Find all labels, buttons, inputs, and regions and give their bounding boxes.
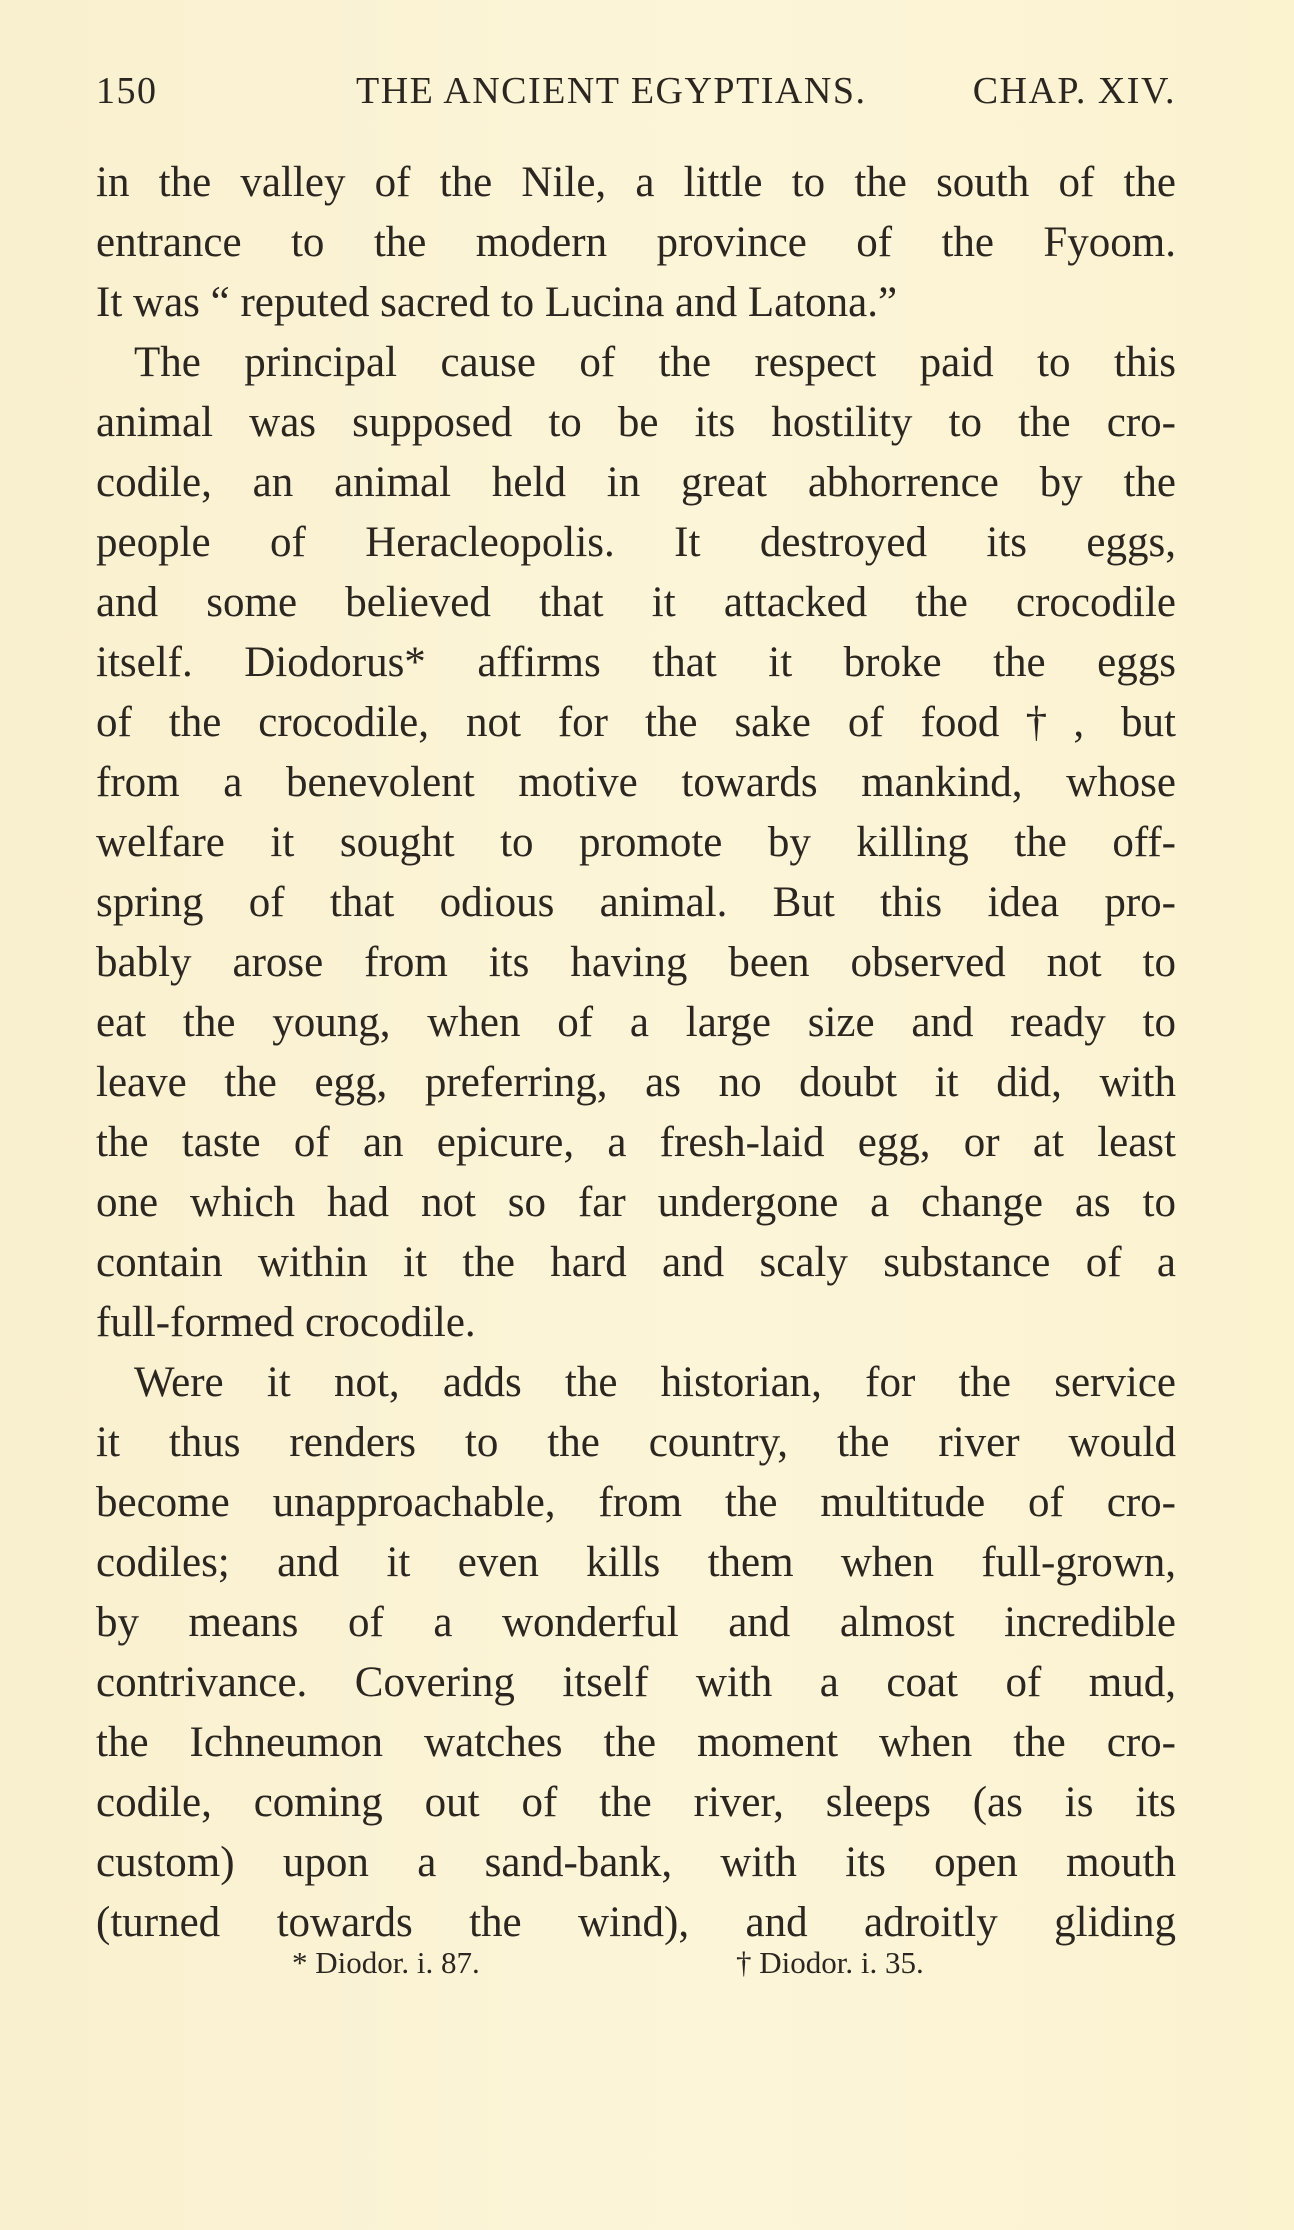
footnotes: [96, 1938, 1176, 1988]
text-line: The principal cause of the respect paid to this: [134, 339, 1176, 386]
text-line: become unapproachable, from the multitude of cro-: [96, 1479, 1176, 1526]
footnote-1: * Diodor. i. 87.: [292, 1945, 480, 1980]
text-line: leave the egg, preferring, as no doubt it did, with: [96, 1059, 1176, 1106]
text-line: custom) upon a sand-bank, with its open mouth: [96, 1839, 1176, 1886]
text-line: the taste of an epicure, a fresh-laid egg, or at least: [96, 1119, 1176, 1166]
page-number: 150: [96, 70, 158, 112]
text-line: by means of a wonderful and almost incredible: [96, 1599, 1176, 1646]
text-line: codiles; and it even kills them when full-grown,: [96, 1539, 1176, 1586]
text-line: one which had not so far undergone a change as to: [96, 1179, 1176, 1226]
running-title: THE ANCIENT EGYPTIANS.: [356, 70, 867, 112]
text-line: it thus renders to the country, the river would: [96, 1419, 1176, 1466]
text-line: welfare it sought to promote by killing the off-: [96, 819, 1176, 866]
footnote-2: † Diodor. i. 35.: [736, 1945, 924, 1980]
page-header: [96, 66, 1176, 116]
text-line: eat the young, when of a large size and ready to: [96, 999, 1176, 1046]
text-line: the Ichneumon watches the moment when the cro-: [96, 1719, 1176, 1766]
text-line: in the valley of the Nile, a little to the south of the: [96, 159, 1176, 206]
body-text: [96, 153, 1176, 1953]
text-line: It was “ reputed sacred to Lucina and Latona.”: [96, 279, 898, 326]
text-line: spring of that odious animal. But this idea pro-: [96, 879, 1176, 926]
text-line: codile, coming out of the river, sleeps (as is its: [96, 1779, 1176, 1826]
text-line: contain within it the hard and scaly substance of a: [96, 1239, 1176, 1286]
text-line: (turned towards the wind), and adroitly gliding: [96, 1899, 1176, 1946]
text-line: people of Heracleopolis. It destroyed its eggs,: [96, 519, 1176, 566]
text-line: entrance to the modern province of the Fyoom.: [96, 219, 1176, 266]
text-line: of the crocodile, not for the sake of food†, but: [96, 699, 1176, 746]
text-line: codile, an animal held in great abhorrence by the: [96, 459, 1176, 506]
chapter-label: CHAP. XIV.: [972, 70, 1176, 112]
text-line: full-formed crocodile.: [96, 1299, 476, 1346]
text-line: itself. Diodorus* affirms that it broke the eggs: [96, 639, 1176, 686]
text-line: bably arose from its having been observed not to: [96, 939, 1176, 986]
text-line: animal was supposed to be its hostility to the cro-: [96, 399, 1176, 446]
text-line: and some believed that it attacked the crocodile: [96, 579, 1176, 626]
text-line: Were it not, adds the historian, for the service: [134, 1359, 1176, 1406]
text-line: contrivance. Covering itself with a coat of mud,: [96, 1659, 1176, 1706]
text-line: from a benevolent motive towards mankind, whose: [96, 759, 1176, 806]
